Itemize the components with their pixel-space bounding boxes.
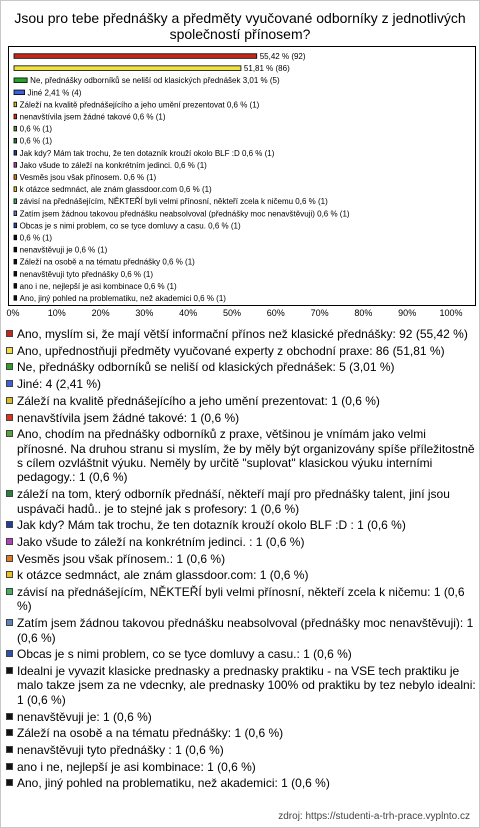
legend-swatch [6, 713, 13, 720]
legend-label: záleží na tom, který odborník přednáší, někteří mají pro přednášky talent, jiní jsou uspávači hadů.. je to stejné jak s profesory: 1 (0,6 %) [17, 487, 450, 516]
x-tick-label: 60% [266, 308, 285, 318]
legend-swatch [6, 521, 13, 528]
legend-label: nenavštěvuji je: 1 (0,6 %) [17, 709, 152, 724]
legend-item [4, 710, 476, 724]
legend-item [4, 776, 476, 790]
bar-18 [14, 271, 17, 276]
x-tick-label: 90% [398, 308, 417, 318]
bar-2 [14, 78, 27, 83]
x-tick-label: 80% [354, 308, 373, 318]
bar-label-15: 0,6 % (1) [19, 233, 53, 243]
bar-label-12: závisí na přednášejícím, NĚKTEŘÍ byli velmi přínosní, někteří zcela k ničemu 0,6 % (1) [19, 197, 328, 207]
bar-13 [14, 211, 17, 216]
bar-label-9: Jako všude to záleží na konkrétním jedinci. 0,6 % (1) [19, 160, 207, 170]
bar-6 [14, 126, 17, 131]
bar-label-13: Zatím jsem žádnou takovou přednášku neabsolvoval (přednášky moc nenavštěvuji) 0,6 % (1) [19, 209, 350, 219]
legend-item [4, 664, 476, 707]
legend-item [4, 552, 476, 566]
plot-area [8, 46, 476, 306]
legend-swatch [6, 650, 13, 657]
bar-19 [14, 284, 17, 289]
legend-swatch [6, 588, 13, 595]
legend-item [4, 411, 476, 425]
legend-label: Ano, chodím na přednášky odborníků z praxe, většinou je vnímám jako velmi přínosné. Na druhou stranu si myslím, že by měly být organizovány spíše příležitostně s cílem ozvláštnit výuku. Neměly by určitě "suplovat" klasickou výuku interními pedagogy.: 1 (0,6 %) [17, 427, 475, 485]
legend-label: Vesměs jsou však přínosem.: 1 (0,6 %) [17, 551, 226, 566]
legend-item [4, 487, 476, 516]
x-tick-label: 10% [47, 308, 66, 318]
bar-label-17: Záleží na osobě a na tématu přednášky 0,6 % (1) [19, 257, 195, 267]
bar-8 [14, 151, 17, 156]
legend-label: Ano, jiný pohled na problematiku, než akademici: 1 (0,6 %) [17, 776, 330, 791]
legend-label: Jiné: 4 (2,41 %) [17, 377, 102, 392]
bar-11 [14, 187, 17, 192]
legend-swatch [6, 397, 13, 404]
legend-item [4, 535, 476, 549]
legend-label: Obcas je s nimi problem, co se tyce domluvy a casu.: 1 (0,6 %) [17, 647, 352, 662]
legend-swatch [6, 763, 13, 770]
legend-swatch [6, 347, 13, 354]
bar-label-2: Ne, přednášky odborníků se neliší od klasických přednášek 3,01 % (5) [30, 76, 280, 86]
legend-swatch [6, 571, 13, 578]
legend-label: Jako všude to záleží na konkrétním jedinci. : 1 (0,6 %) [17, 534, 305, 549]
legend-swatch [6, 555, 13, 562]
legend-label: Ne, přednášky odborníků se neliší od klasických přednášek: 5 (3,01 %) [17, 360, 395, 375]
legend-label: Zatím jsem žádnou takovou přednášku neabsolvoval (přednášky moc nenavštěvuji): 1 (0,6 %) [17, 616, 474, 645]
bar-label-7: 0,6 % (1) [19, 136, 53, 146]
legend-label: nenavštěvuji tyto přednášky : 1 (0,6 %) [17, 742, 224, 757]
legend-item [4, 616, 476, 645]
legend-label: ano i ne, nejlepší je asi kombinace: 1 (0,6 %) [17, 759, 256, 774]
x-tick-label: 100% [439, 308, 463, 318]
legend-swatch [6, 619, 13, 626]
bar-16 [14, 247, 17, 252]
bar-label-1: 51,81 % (86) [243, 64, 290, 74]
legend-item [4, 518, 476, 532]
legend-swatch [6, 363, 13, 370]
bar-label-4: Záleží na kvalitě přednášejícího a jeho umění prezentovat 0,6 % (1) [19, 100, 260, 110]
legend-item [4, 360, 476, 374]
bar-label-11: k otázce sedmnáct, ale znám glassdoor.com 0,6 % (1) [19, 185, 212, 195]
bar-label-19: ano i ne, nejlepší je asi kombinace 0,6 % (1) [19, 281, 177, 291]
legend-swatch [6, 667, 13, 674]
bar-20 [14, 296, 17, 301]
legend-item [4, 760, 476, 774]
bar-label-16: nenavštěvuji je 0,6 % (1) [19, 245, 108, 255]
bar-10 [14, 175, 17, 180]
x-axis [0, 305, 480, 319]
x-tick-label: 40% [179, 308, 198, 318]
x-tick-label: 20% [91, 308, 110, 318]
legend-item [4, 585, 476, 614]
bar-label-6: 0,6 % (1) [19, 124, 53, 134]
legend-swatch [6, 779, 13, 786]
legend [4, 327, 476, 793]
legend-label: Záleží na osobě a na tématu přednášky: 1 (0,6 %) [17, 726, 284, 741]
legend-label: závisí na přednášejícím, NĚKTEŘÍ byli velmi přínosní, někteří zcela k ničemu: 1 (0,6 %) [17, 585, 465, 614]
bar-7 [14, 138, 17, 143]
legend-label: Záleží na kvalitě přednášejícího a jeho umění prezentovat: 1 (0,6 %) [17, 393, 380, 408]
legend-item [4, 394, 476, 408]
legend-label: nenavštívila jsem žádné takové: 1 (0,6 %) [17, 410, 240, 425]
bar-label-20: Ano, jiný pohled na problematiku, než akademici 0,6 % (1) [19, 293, 226, 303]
bar-9 [14, 163, 17, 168]
legend-item [4, 726, 476, 740]
legend-label: Ano, upřednostňuji předměty vyučované experty z obchodní praxe: 86 (51,81 %) [17, 343, 445, 358]
legend-swatch [6, 330, 13, 337]
bars-svg [9, 47, 475, 305]
x-tick-label: 0% [6, 308, 20, 318]
bar-label-3: Jiné 2,41 % (4) [27, 88, 82, 98]
legend-label: k otázce sedmnáct, ale znám glassdoor.com: 1 (0,6 %) [17, 568, 309, 583]
legend-swatch [6, 538, 13, 545]
legend-swatch [6, 746, 13, 753]
legend-swatch [6, 490, 13, 497]
bar-1 [14, 66, 241, 71]
x-tick-label: 50% [222, 308, 242, 318]
bar-4 [14, 102, 17, 107]
bar-12 [14, 199, 17, 204]
bar-15 [14, 235, 17, 240]
legend-label: Idealni je vyvazit klasicke prednasky a prednasky praktiku - na VSE tech praktiku je malo takze jsem za ne vdecnky, ale prednasky 100% od praktiku by tez nebylo idealni: 1 (0,6 %) [17, 663, 476, 707]
legend-item [4, 743, 476, 757]
bar-label-18: nenavštěvuji tyto přednášky 0,6 % (1) [19, 269, 154, 279]
legend-swatch [6, 380, 13, 387]
bar-label-0: 55,42 % (92) [259, 52, 306, 62]
bar-3 [14, 90, 25, 95]
legend-item [4, 647, 476, 661]
legend-item [4, 427, 476, 485]
legend-label: Ano, myslím si, že mají větší informační přínos než klasické přednášky: 92 (55,42 %) [17, 327, 468, 341]
bar-5 [14, 114, 17, 119]
bar-label-5: nenavštívila jsem žádné takové 0,6 % (1) [19, 112, 166, 122]
x-tick-label: 30% [135, 308, 154, 318]
bar-14 [14, 223, 17, 228]
bar-0 [14, 54, 257, 59]
chart-title: Jsou pro tebe přednášky a předměty vyučované odborníky z jednotlivých společností přínosem? [14, 10, 466, 42]
legend-item [4, 377, 476, 391]
bar-label-8: Jak kdy? Mám tak trochu, že ten dotazník krouží okolo BLF :D 0,6 % (1) [19, 148, 275, 158]
legend-label: Jak kdy? Mám tak trochu, že ten dotazník krouží okolo BLF :D : 1 (0,6 %) [17, 518, 406, 533]
legend-swatch [6, 414, 13, 421]
bar-label-14: Obcas je s nimi problem, co se tyce domluvy a casu. 0,6 % (1) [19, 221, 241, 231]
legend-item [4, 344, 476, 358]
legend-swatch [6, 729, 13, 736]
legend-item [4, 568, 476, 582]
bar-label-10: Vesměs jsou však přínosem. 0,6 % (1) [19, 173, 157, 182]
source-note: zdroj: https://studenti-a-trh-prace.vyplnto.cz [278, 811, 470, 822]
x-tick-label: 70% [310, 308, 329, 318]
bar-17 [14, 259, 17, 264]
legend-item [4, 327, 476, 341]
legend-swatch [6, 430, 13, 437]
